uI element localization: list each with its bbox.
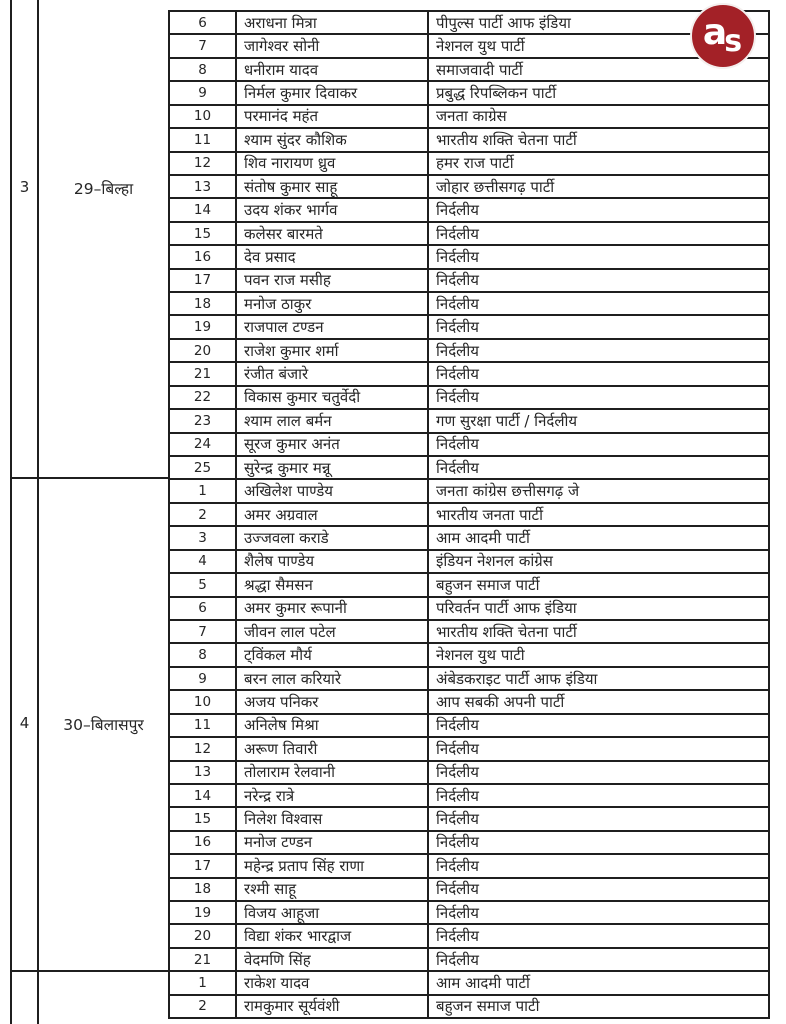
party-name-cell: निर्दलीय	[436, 271, 479, 290]
party-name-cell: बहुजन समाज पार्टी	[436, 575, 540, 594]
candidate-row	[170, 785, 768, 808]
party-name-cell: निर्दलीय	[436, 786, 479, 805]
candidate-name-cell: श्याम सुंदर कौशिक	[237, 129, 429, 150]
candidate-name-cell: अमर अग्रवाल	[237, 504, 429, 525]
candidate-name-cell: परमानंद महंत	[237, 106, 429, 127]
candidate-row	[170, 715, 768, 738]
party-name-cell: निर्दलीय	[436, 833, 479, 852]
candidate-name-cell: देव प्रसाद	[237, 246, 429, 267]
candidate-row	[170, 762, 768, 785]
candidate-name-cell: राकेश यादव	[237, 972, 429, 993]
candidate-number-cell: 14	[170, 785, 237, 806]
candidate-number-cell: 19	[170, 316, 237, 337]
candidate-row	[170, 574, 768, 597]
candidate-number-cell: 15	[170, 808, 237, 829]
candidate-table	[168, 10, 770, 1019]
candidate-row	[170, 199, 768, 222]
section-serial-number: 4	[19, 714, 30, 732]
candidate-row	[170, 153, 768, 176]
party-name-cell: निर्दलीय	[436, 365, 479, 384]
party-name-cell: निर्दलीय	[436, 224, 479, 243]
candidate-row	[170, 668, 768, 691]
party-name-cell: परिवर्तन पार्टी आफ इंडिया	[436, 599, 577, 618]
candidate-number-cell: 23	[170, 410, 237, 431]
party-name-cell: नेशनल युथ पार्टी	[436, 37, 525, 56]
candidate-row	[170, 176, 768, 199]
candidate-name-cell: विजय आहूजा	[237, 902, 429, 923]
candidate-number-cell: 12	[170, 738, 237, 759]
candidate-number-cell: 10	[170, 691, 237, 712]
candidate-row	[170, 832, 768, 855]
candidate-number-cell: 24	[170, 434, 237, 455]
logo-letter-s: s	[724, 24, 743, 59]
candidate-name-cell: कलेसर बारमते	[237, 223, 429, 244]
party-name-cell: निर्दलीय	[436, 856, 479, 875]
party-name-cell: निर्दलीय	[436, 716, 479, 735]
party-name-cell: गण सुरक्षा पार्टी / निर्दलीय	[436, 411, 578, 430]
party-name-cell: इंडियन नेशनल कांग्रेस	[436, 552, 553, 571]
candidate-row	[170, 457, 768, 480]
candidate-row	[170, 691, 768, 714]
constituency-label: 29–बिल्हा	[73, 180, 134, 198]
party-name-cell: आप सबकी अपनी पार्टी	[436, 692, 565, 711]
candidate-row	[170, 35, 768, 58]
party-name-cell: निर्दलीय	[436, 318, 479, 337]
candidate-row	[170, 598, 768, 621]
candidate-name-cell: मनोज ठाकुर	[237, 293, 429, 314]
candidate-number-cell: 7	[170, 35, 237, 56]
party-name-cell: भारतीय जनता पार्टी	[436, 505, 543, 524]
candidate-name-cell: सुरेन्द्र कुमार मन्नू	[237, 457, 429, 478]
candidate-row	[170, 363, 768, 386]
constituency-column-left-border	[37, 0, 39, 1024]
party-name-cell: हमर राज पार्टी	[436, 154, 514, 173]
candidate-number-cell: 6	[170, 12, 237, 33]
party-name-cell: समाजवादी पार्टी	[436, 60, 523, 79]
candidate-number-cell: 20	[170, 925, 237, 946]
candidate-number-cell: 3	[170, 527, 237, 548]
party-name-cell: भारतीय शक्ति चेतना पार्टी	[436, 130, 577, 149]
candidate-row	[170, 855, 768, 878]
candidate-row	[170, 12, 768, 35]
party-name-cell: भारतीय शक्ति चेतना पार्टी	[436, 622, 577, 641]
candidate-number-cell: 22	[170, 387, 237, 408]
candidate-row	[170, 246, 768, 269]
candidate-row	[170, 293, 768, 316]
candidate-row	[170, 129, 768, 152]
candidate-number-cell: 2	[170, 996, 237, 1017]
candidate-name-cell: महेन्द्र प्रताप सिंह राणा	[237, 855, 429, 876]
candidate-row	[170, 82, 768, 105]
party-name-cell: जनता काग्रेस	[436, 107, 507, 126]
candidate-number-cell: 1	[170, 972, 237, 993]
candidate-name-cell: अनिलेष मिश्रा	[237, 715, 429, 736]
candidate-row	[170, 387, 768, 410]
candidate-name-cell: श्रद्धा सैमसन	[237, 574, 429, 595]
candidate-number-cell: 11	[170, 715, 237, 736]
party-name-cell: आम आदमी पार्टी	[436, 528, 530, 547]
candidate-number-cell: 7	[170, 621, 237, 642]
party-name-cell: निर्दलीय	[436, 950, 479, 969]
section-divider-line	[10, 970, 170, 972]
party-name-cell: निर्दलीय	[436, 903, 479, 922]
candidate-name-cell: रंजीत बंजारे	[237, 363, 429, 384]
candidate-row	[170, 996, 768, 1017]
candidate-number-cell: 13	[170, 762, 237, 783]
candidate-row	[170, 480, 768, 503]
candidate-name-cell: जीवन लाल पटेल	[237, 621, 429, 642]
party-name-cell: जनता कांग्रेस छत्तीसगढ़ जे	[436, 482, 580, 501]
candidate-row	[170, 316, 768, 339]
candidate-row	[170, 949, 768, 972]
candidate-name-cell: शैलेष पाण्डेय	[237, 551, 429, 572]
party-name-cell: निर्दलीय	[436, 458, 479, 477]
candidate-name-cell: अराधना मित्रा	[237, 12, 429, 33]
candidate-row	[170, 808, 768, 831]
candidate-name-cell: रामकुमार सूर्यवंशी	[237, 996, 429, 1017]
candidate-name-cell: नरेन्द्र रात्रे	[237, 785, 429, 806]
candidate-number-cell: 10	[170, 106, 237, 127]
party-name-cell: अंबेडकराइट पार्टी आफ इंडिया	[436, 669, 598, 688]
candidate-name-cell: अजय पनिकर	[237, 691, 429, 712]
candidate-row	[170, 925, 768, 948]
party-name-cell: बहुजन समाज पाटी	[436, 997, 540, 1016]
candidate-name-cell: संतोष कुमार साहू	[237, 176, 429, 197]
party-name-cell: निर्दलीय	[436, 927, 479, 946]
candidate-row	[170, 738, 768, 761]
party-name-cell: निर्दलीय	[436, 388, 479, 407]
candidate-number-cell: 20	[170, 340, 237, 361]
candidate-name-cell: अरूण तिवारी	[237, 738, 429, 759]
candidate-name-cell: विद्या शंकर भारद्वाज	[237, 925, 429, 946]
candidate-name-cell: राजेश कुमार शर्मा	[237, 340, 429, 361]
candidate-number-cell: 1	[170, 480, 237, 501]
candidate-number-cell: 18	[170, 293, 237, 314]
party-name-cell: निर्दलीय	[436, 341, 479, 360]
candidate-row	[170, 879, 768, 902]
candidate-number-cell: 12	[170, 153, 237, 174]
candidate-row	[170, 902, 768, 925]
party-name-cell: निर्दलीय	[436, 201, 479, 220]
candidate-row	[170, 527, 768, 550]
candidate-name-cell: शिव नारायण ध्रुव	[237, 153, 429, 174]
candidate-number-cell: 16	[170, 832, 237, 853]
party-name-cell: निर्दलीय	[436, 880, 479, 899]
candidate-name-cell: अखिलेश पाण्डेय	[237, 480, 429, 501]
section-divider-line	[10, 477, 170, 479]
candidate-number-cell: 8	[170, 644, 237, 665]
candidate-row	[170, 270, 768, 293]
party-name-cell: जोहार छत्तीसगढ़ पार्टी	[436, 177, 555, 196]
party-name-cell: आम आदमी पार्टी	[436, 974, 530, 992]
serial-column-left-border	[10, 0, 12, 1024]
candidate-row	[170, 972, 768, 995]
candidate-name-cell: सूरज कुमार अनंत	[237, 434, 429, 455]
candidate-row	[170, 434, 768, 457]
candidate-name-cell: उदय शंकर भार्गव	[237, 199, 429, 220]
candidate-row	[170, 106, 768, 129]
candidate-row	[170, 551, 768, 574]
party-name-cell: नेशनल युथ पाटी	[436, 646, 525, 665]
candidate-name-cell: पवन राज मसीह	[237, 270, 429, 291]
candidate-name-cell: अमर कुमार रूपानी	[237, 598, 429, 619]
party-name-cell: निर्दलीय	[436, 435, 479, 454]
candidate-number-cell: 19	[170, 902, 237, 923]
candidate-name-cell: तोलाराम रेलवानी	[237, 762, 429, 783]
candidate-number-cell: 5	[170, 574, 237, 595]
section-serial-number: 3	[19, 178, 30, 196]
party-name-cell: प्रबुद्ध रिपब्लिकन पार्टी	[436, 83, 557, 102]
candidate-number-cell: 14	[170, 199, 237, 220]
candidate-row	[170, 644, 768, 667]
candidate-number-cell: 8	[170, 59, 237, 80]
candidate-number-cell: 4	[170, 551, 237, 572]
candidate-name-cell: मनोज टण्डन	[237, 832, 429, 853]
candidate-number-cell: 13	[170, 176, 237, 197]
candidate-number-cell: 9	[170, 668, 237, 689]
candidate-number-cell: 6	[170, 598, 237, 619]
candidate-row	[170, 340, 768, 363]
candidate-name-cell: राजपाल टण्डन	[237, 316, 429, 337]
candidate-number-cell: 16	[170, 246, 237, 267]
candidate-name-cell: श्याम लाल बर्मन	[237, 410, 429, 431]
candidate-name-cell: विकास कुमार चतुर्वेदी	[237, 387, 429, 408]
candidate-name-cell: निर्मल कुमार दिवाकर	[237, 82, 429, 103]
candidate-number-cell: 21	[170, 363, 237, 384]
party-name-cell: निर्दलीय	[436, 294, 479, 313]
candidate-number-cell: 25	[170, 457, 237, 478]
candidate-number-cell: 11	[170, 129, 237, 150]
party-name-cell: निर्दलीय	[436, 810, 479, 829]
party-name-cell: निर्दलीय	[436, 763, 479, 782]
candidate-row	[170, 410, 768, 433]
candidate-name-cell: उज्जवला कराडे	[237, 527, 429, 548]
candidate-name-cell: वेदमणि सिंह	[237, 949, 429, 970]
candidate-name-cell: जागेश्वर सोनी	[237, 35, 429, 56]
candidate-number-cell: 15	[170, 223, 237, 244]
candidate-name-cell: रश्मी साहू	[237, 879, 429, 900]
candidate-name-cell: धनीराम यादव	[237, 59, 429, 80]
candidate-number-cell: 21	[170, 949, 237, 970]
constituency-label: 30–बिलासपुर	[63, 716, 144, 734]
candidate-row	[170, 621, 768, 644]
candidate-number-cell: 17	[170, 855, 237, 876]
candidate-number-cell: 9	[170, 82, 237, 103]
party-name-cell: पीपुल्स पार्टी आफ इंडिया	[436, 13, 571, 32]
logo-letter-a: a	[702, 12, 726, 53]
candidate-name-cell: ट्विंकल मौर्य	[237, 644, 429, 665]
candidate-row	[170, 223, 768, 246]
candidate-number-cell: 18	[170, 879, 237, 900]
party-name-cell: निर्दलीय	[436, 247, 479, 266]
candidate-name-cell: निलेश विश्वास	[237, 808, 429, 829]
candidate-name-cell: बरन लाल करियारे	[237, 668, 429, 689]
candidate-number-cell: 17	[170, 270, 237, 291]
candidate-row	[170, 504, 768, 527]
as-watermark-logo	[690, 3, 756, 69]
party-name-cell: निर्दलीय	[436, 739, 479, 758]
candidate-row	[170, 59, 768, 82]
candidate-number-cell: 2	[170, 504, 237, 525]
